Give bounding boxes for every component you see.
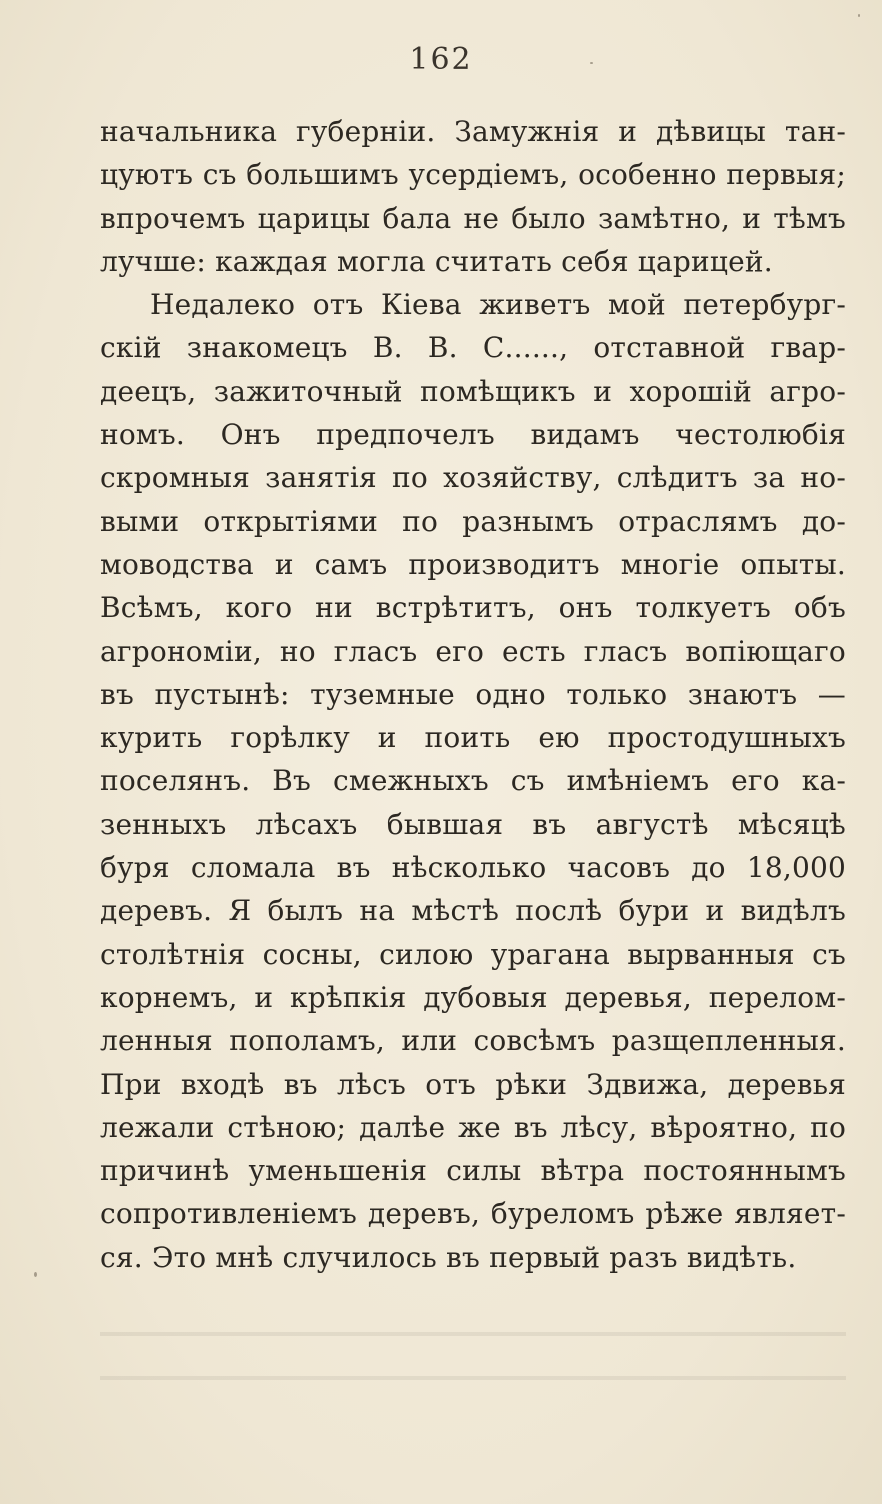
page-number: 162 <box>409 42 473 77</box>
text-line: причинѣ уменьшенія силы вѣтра постояннымъ <box>100 1154 846 1188</box>
text-line: лучше: каждая могла считать себя царицей. <box>100 244 773 278</box>
text-line: номъ. Онъ предпочелъ видамъ честолюбія <box>100 418 846 452</box>
text-line: Недалеко отъ Кіева живетъ мой петербург- <box>150 288 846 322</box>
body-text <box>100 110 846 1279</box>
text-line: начальника губерніи. Замужнія и дѣвицы тан- <box>100 115 846 148</box>
paper-speck <box>858 14 860 17</box>
text-line: впрочемъ царицы бала не было замѣтно, и тѣмъ <box>100 201 846 235</box>
text-line: ленныя пополамъ, или совсѣмъ разщепленныя. <box>100 1024 846 1058</box>
text-line: корнемъ, и крѣпкія дубовыя деревья, перелом- <box>100 980 846 1014</box>
text-line: скій знакомецъ В. В. С......, отставной гвар- <box>100 331 846 365</box>
text-line: курить горѣлку и поить ею простодушныхъ <box>100 721 846 755</box>
text-line: агрономіи, но гласъ его есть гласъ вопіющаго <box>100 634 846 668</box>
text-line: деревъ. Я былъ на мѣстѣ послѣ бури и видѣлъ <box>100 894 846 928</box>
text-line: поселянъ. Въ смежныхъ съ имѣніемъ его ка- <box>100 764 846 798</box>
text-line: сопротивленіемъ деревъ, буреломъ рѣже являет- <box>100 1197 846 1231</box>
text-line: буря сломала въ нѣсколько часовъ до 18,000 <box>100 851 846 885</box>
paper-speck <box>34 1272 37 1277</box>
text-line: цуютъ съ большимъ усердіемъ, особенно первыя; <box>100 158 846 192</box>
text-line: зенныхъ лѣсахъ бывшая въ августѣ мѣсяцѣ <box>100 807 846 841</box>
text-line: При входѣ въ лѣсъ отъ рѣки Здвижа, деревья <box>100 1067 846 1101</box>
text-line: моводства и самъ производитъ многіе опыты. <box>100 547 846 581</box>
text-line: ся. Это мнѣ случилось въ первый разъ видѣть. <box>100 1240 797 1274</box>
text-line: скромныя занятія по хозяйству, слѣдитъ за но- <box>100 461 846 495</box>
text-line: лежали стѣною; далѣе же въ лѣсу, вѣроятно, по <box>100 1110 846 1144</box>
text-line: въ пустынѣ: туземные одно только знаютъ — <box>100 677 846 711</box>
text-line: выми открытіями по разнымъ отраслямъ до- <box>100 504 846 538</box>
text-line: Всѣмъ, кого ни встрѣтитъ, онъ толкуетъ объ <box>100 591 846 625</box>
text-line: деецъ, зажиточный помѣщикъ и хорошій агро- <box>100 374 846 408</box>
paper-speck <box>590 62 593 64</box>
text-line: столѣтнія сосны, силою урагана вырванныя съ <box>100 937 846 971</box>
show-through-bleed <box>100 1318 846 1388</box>
